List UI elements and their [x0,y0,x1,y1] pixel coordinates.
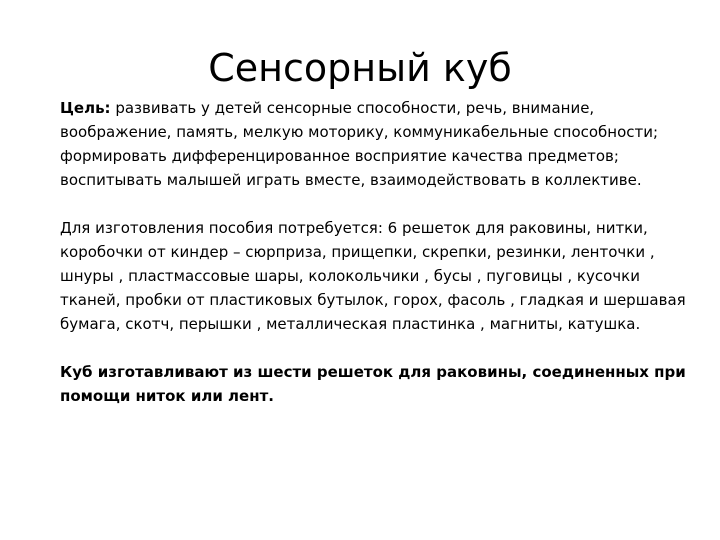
assembly-paragraph: Куб изготавливают из шести решеток для раковины, соединенных при помощи ниток или лент. [60,363,686,405]
slide-body [60,96,700,432]
goal-paragraph [60,96,700,192]
materials-paragraph: Для изготовления пособия потребуется: 6 решеток для раковины, нитки, коробочки от киндер – сюрприза, прищепки, скрепки, резинки, ленточки , шнуры , пластмассовые шары, колокольчики , бусы , пуговицы , кусочки тканей, пробки от пластиковых бутылок, горох, фасоль , гладкая и шершавая бумага, скотч, перышки , металлическая пластинка , магниты, катушка. [60,219,686,333]
slide-title: Сенсорный куб [208,46,512,90]
goal-label: Цель: [60,99,111,117]
goal-text: развивать у детей сенсорные способности, речь, внимание, воображение, память, мелкую моторику, коммуникабельные способности; формировать дифференцированное восприятие качества предметов; воспитывать малышей играть вместе, взаимодействовать в коллективе. [60,99,659,189]
